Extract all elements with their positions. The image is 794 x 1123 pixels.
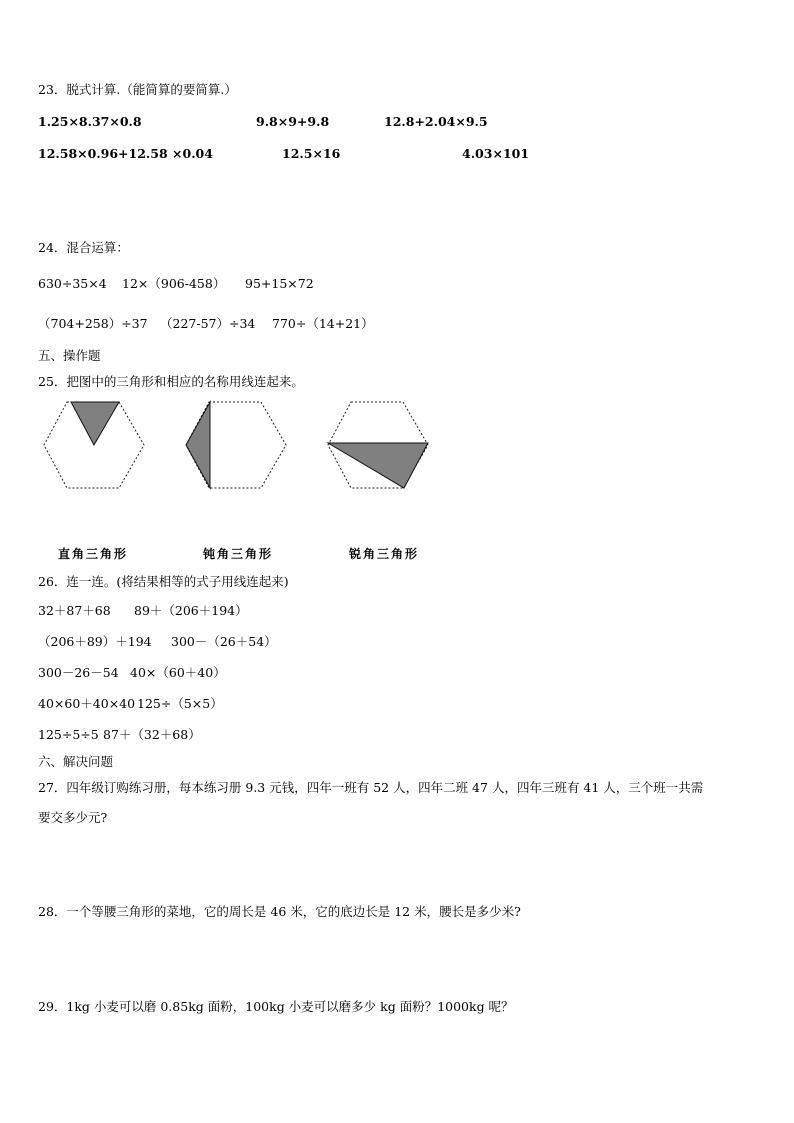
hexagon-figure-3 — [324, 398, 434, 494]
shaded-triangle — [71, 402, 119, 445]
label-right-triangle: 直角三角形 — [58, 547, 129, 561]
section-5-heading: 五、操作题 — [38, 348, 101, 363]
q26-right-1: 89＋（206＋194） — [134, 603, 248, 618]
hexagon-figure-1 — [40, 398, 150, 494]
q26-right-5: 87＋（32＋68） — [103, 727, 201, 742]
q26-title: 26．连一连。(将结果相等的式子用线连起来) — [38, 574, 289, 589]
q23-expr-5: 12.5×16 — [282, 146, 341, 161]
q26-left-3: 300－26－54 — [38, 665, 119, 680]
q24-expr-1: 630÷35×4 — [38, 276, 107, 291]
q23-expr-1: 1.25×8.37×0.8 — [38, 114, 142, 129]
q23-title: 23．脱式计算.（能简算的要简算.） — [38, 82, 237, 97]
shaded-triangle — [186, 402, 210, 488]
shaded-triangle — [328, 443, 428, 488]
q29-text: 29．1kg 小麦可以磨 0.85kg 面粉，100kg 小麦可以磨多少 kg 面粉？1000kg 呢？ — [38, 999, 514, 1014]
q24-expr-2: 12×（906-458） — [122, 276, 226, 291]
q27-text-line-2: 要交多少元? — [38, 810, 108, 825]
hexagon-figure-2 — [182, 398, 292, 494]
label-acute-triangle: 锐角三角形 — [349, 547, 420, 561]
q27-text-line-1: 27．四年级订购练习册，每本练习册 9.3 元钱，四年一班有 52 人，四年二班 47 人，四年三班有 41 人，三个班一共需 — [38, 780, 704, 795]
q23-expr-3: 12.8+2.04×9.5 — [384, 114, 488, 129]
q23-expr-4: 12.58×0.96+12.58 ×0.04 — [38, 146, 213, 161]
q26-right-3: 40×（60＋40） — [130, 665, 226, 680]
q23-expr-2: 9.8×9+9.8 — [256, 114, 330, 129]
label-obtuse-triangle: 钝角三角形 — [203, 547, 274, 561]
q23-expr-6: 4.03×101 — [462, 146, 530, 161]
q28-text: 28．一个等腰三角形的菜地，它的周长是 46 米，它的底边长是 12 米，腰长是多少米? — [38, 904, 521, 919]
q24-expr-3: 95+15×72 — [245, 276, 314, 291]
q26-left-5: 125÷5÷5 — [38, 727, 99, 742]
q26-left-2: （206＋89）＋194 — [38, 634, 152, 649]
q24-expr-6: 770÷（14+21） — [272, 316, 374, 331]
q26-left-4: 40×60＋40×40 — [38, 696, 136, 711]
q26-right-2: 300－（26＋54） — [171, 634, 277, 649]
q24-title: 24．混合运算： — [38, 240, 129, 255]
q24-expr-5: （227-57）÷34 — [160, 316, 256, 331]
q26-left-1: 32＋87＋68 — [38, 603, 111, 618]
q24-expr-4: （704+258）÷37 — [38, 316, 148, 331]
q26-right-4: 125÷（5×5） — [137, 696, 223, 711]
q25-title: 25．把图中的三角形和相应的名称用线连起来。 — [38, 374, 304, 389]
section-6-heading: 六、解决问题 — [38, 754, 114, 769]
